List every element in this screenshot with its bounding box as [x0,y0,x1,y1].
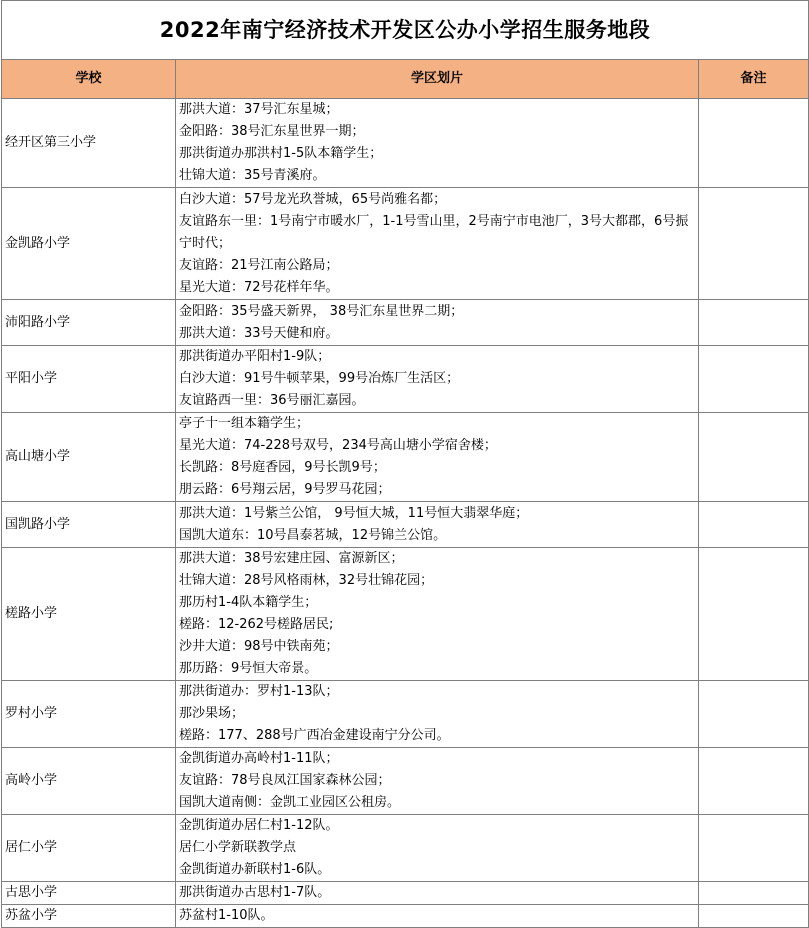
area-line: 友谊路：78号良凤江国家森林公园； [179,773,391,788]
area-line: 白沙大道：57号龙光玖誉城，65号尚雅名都； [179,191,447,207]
area-line: 那洪街道办那洪村1-5队本籍学生； [179,146,383,161]
school-area-cell [176,548,699,681]
area-line: 国凯大道东：10号昌泰茗城，12号锦兰公馆。 [179,527,447,543]
school-name-cell: 高山塘小学 [2,413,176,502]
table-row [2,681,809,748]
area-line: 居仁小学新联教学点 [179,840,297,855]
table-row [2,99,809,188]
school-area-cell [176,99,699,188]
area-line: 星光大道：72号花样年华。 [179,279,339,295]
note-cell [699,882,809,905]
note-cell [699,502,809,548]
note-cell [699,815,809,882]
header-area: 学区划片 [176,60,699,99]
header-note: 备注 [699,60,809,99]
table-row [2,748,809,815]
school-name-cell: 古思小学 [2,882,176,905]
table-body [2,99,809,928]
school-area-cell [176,815,699,882]
area-line: 白沙大道：91号牛顿苹果，99号冶炼厂生活区； [179,371,460,386]
table-row [2,300,809,346]
note-cell [699,300,809,346]
spreadsheet [1,0,808,928]
area-line: 那洪街道办平阳村1-9队； [179,349,331,364]
school-name-cell: 居仁小学 [2,815,176,882]
area-line: 那洪大道：1号紫兰公馆， 9号恒大城，11号恒大翡翠华庭； [179,505,529,521]
school-name-cell: 罗村小学 [2,681,176,748]
note-cell [699,188,809,300]
area-line: 那洪大道：38号宏建庄园、富源新区； [179,551,404,566]
note-cell [699,681,809,748]
school-area-cell [176,748,699,815]
note-cell [699,413,809,502]
area-line: 那洪街道办古思村1-7队。 [179,885,331,900]
table-row [2,346,809,413]
area-line: 国凯大道南侧：金凯工业园区公租房。 [179,795,401,810]
area-line: 朋云路：6号翔云居，9号罗马花园； [179,482,391,497]
school-area-cell [176,300,699,346]
area-line: 那历路：9号恒大帝景。 [179,661,318,676]
school-area-cell [176,346,699,413]
area-line: 友谊路东一里：1号南宁市暖水厂，1-1号雪山里，2号南宁市电池厂，3号大都郡，6号振宁时代； [179,213,689,251]
title-row [2,1,809,60]
school-name-cell: 平阳小学 [2,346,176,413]
area-line: 亭子十一组本籍学生； [179,416,310,431]
school-area-cell [176,882,699,905]
area-line: 槎路：177、288号广西冶金建设南宁分公司。 [179,728,450,743]
school-area-cell [176,502,699,548]
school-area-cell [176,413,699,502]
area-line: 壮锦大道：28号风格雨林，32号壮锦花园； [179,573,434,588]
table-row [2,413,809,502]
note-cell [699,346,809,413]
area-line: 沙井大道：98号中铁南苑； [179,639,339,654]
table-row [2,548,809,681]
school-name-cell: 沛阳路小学 [2,300,176,346]
table-row [2,882,809,905]
table-row [2,188,809,300]
area-line: 金阳路：38号汇东星世界一期； [179,124,365,139]
school-name-cell: 苏盆小学 [2,905,176,928]
school-name-cell: 槎路小学 [2,548,176,681]
area-line: 友谊路西一里：36号丽汇嘉园。 [179,393,365,408]
school-area-cell [176,681,699,748]
school-area-cell [176,905,699,928]
area-line: 那历村1-4队本籍学生； [179,595,318,610]
school-name-cell: 经开区第三小学 [2,99,176,188]
area-line: 那洪街道办：罗村1-13队； [179,684,339,699]
note-cell [699,748,809,815]
area-line: 金凯街道办新联村1-6队。 [179,862,331,877]
area-line: 金凯街道办居仁村1-12队。 [179,818,339,833]
area-line: 那沙果场； [179,706,245,721]
school-name-cell: 金凯路小学 [2,188,176,300]
school-area-cell [176,188,699,300]
area-line: 友谊路：21号江南公路局； [179,257,339,273]
school-name-cell: 高岭小学 [2,748,176,815]
area-line: 长凯路：8号庭香园，9号长凯9号； [179,460,386,475]
note-cell [699,905,809,928]
enrollment-table [1,0,809,928]
table-row [2,815,809,882]
area-line: 壮锦大道：35号青溪府。 [179,168,326,183]
area-line: 那洪大道：33号天健和府。 [179,325,339,341]
area-line: 星光大道：74-228号双号，234号高山塘小学宿舍楼； [179,438,497,453]
header-school: 学校 [2,60,176,99]
header-row [2,60,809,99]
table-title: 2022年南宁经济技术开发区公办小学招生服务地段 [2,1,809,60]
note-cell [699,99,809,188]
area-line: 苏盆村1-10队。 [179,908,274,923]
note-cell [699,548,809,681]
area-line: 金凯街道办高岭村1-11队； [179,751,339,766]
area-line: 槎路：12-262号槎路居民; [179,617,334,632]
area-line: 金阳路：35号盛天新界， 38号汇东星世界二期； [179,303,464,319]
school-name-cell: 国凯路小学 [2,502,176,548]
table-row [2,905,809,928]
area-line: 那洪大道：37号汇东星城； [179,102,339,117]
table-row [2,502,809,548]
